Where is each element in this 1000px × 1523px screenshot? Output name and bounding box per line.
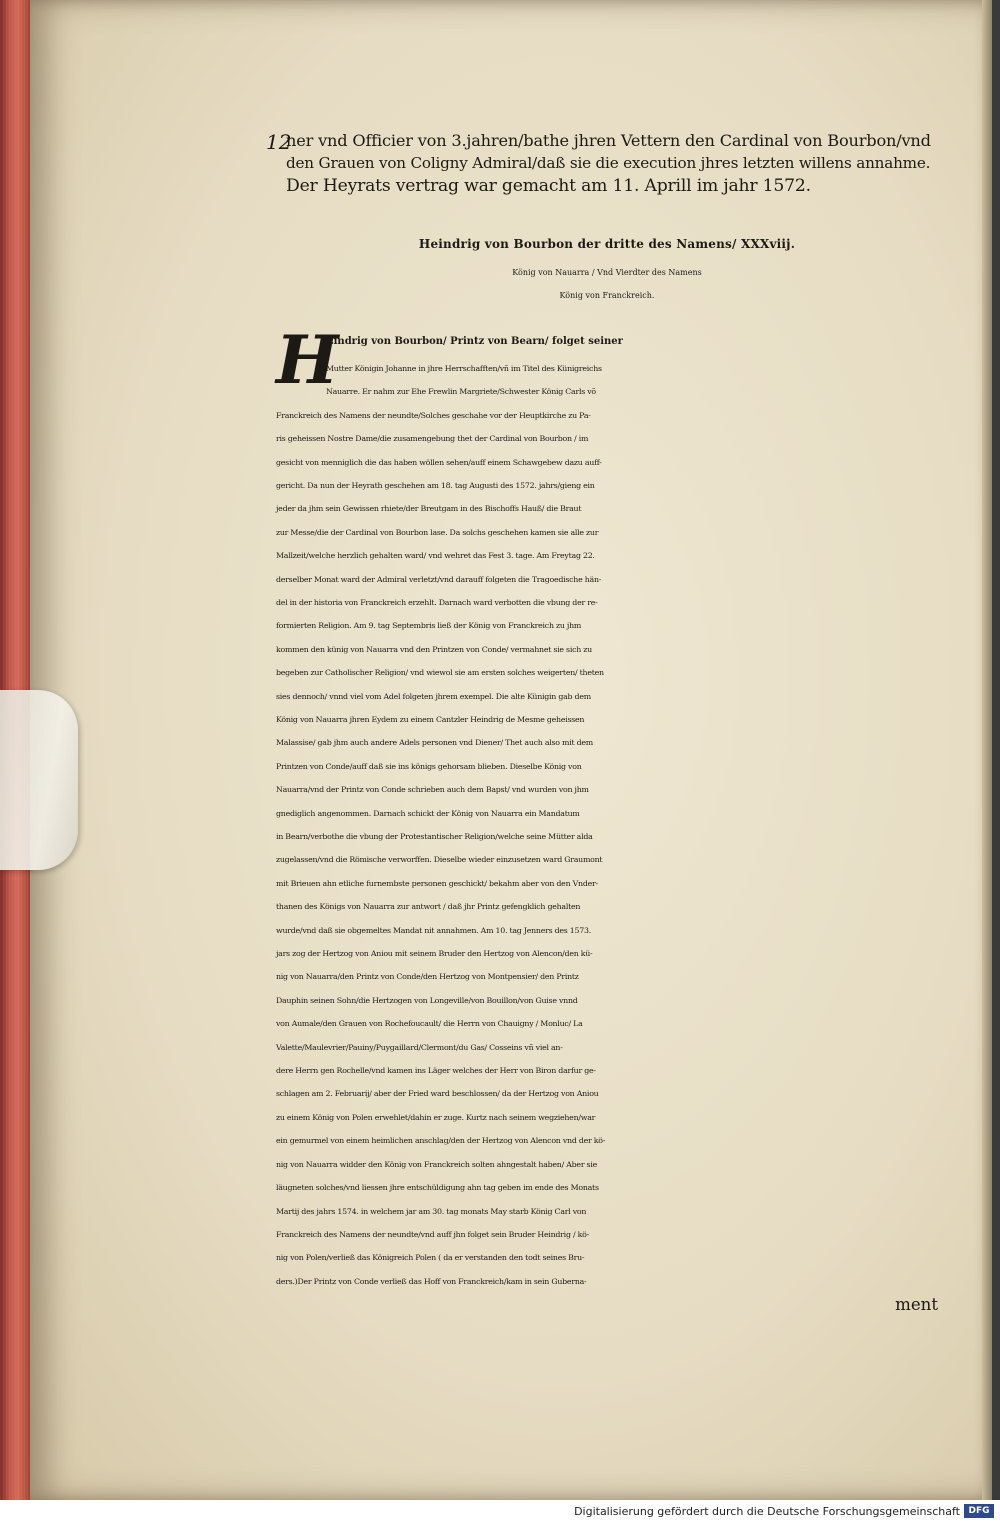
catchword: ment xyxy=(895,1295,938,1315)
body-line: Malassise/ gab jhm auch andere Adels personen vnd Diener/ Thet auch also mit dem xyxy=(276,738,593,748)
body-line: König von Nauarra jhren Eydem zu einem Cantzler Heindrig de Mesme geheissen xyxy=(276,714,585,724)
body-line: ris geheissen Nostre Dame/die zusamengebung thet der Cardinal von Bourbon / im xyxy=(276,434,589,444)
body-line: Franckreich des Namens der neundte/Solches geschahe vor der Heuptkirche zu Pa- xyxy=(276,410,591,420)
footer-bar xyxy=(0,1500,1000,1523)
body-line: nig von Nauarra/den Printz von Conde/den Hertzog von Montpensier/ den Printz xyxy=(276,972,579,982)
body-line: gesicht von menniglich die das haben wöllen sehen/auff einem Schawgebew dazu auff- xyxy=(276,457,602,467)
bookmark-tab xyxy=(0,690,78,870)
dfg-logo: DFG xyxy=(964,1504,994,1518)
body-line: zu einem König von Polen erwehlet/dahin er zuge. Kurtz nach seinem wegziehen/war xyxy=(276,1112,596,1122)
intro-line: ner vnd Officier von 3.jahren/bathe jhren Vettern den Cardinal von Bourbon/vnd xyxy=(286,131,931,150)
body-line: Franckreich des Namens der neundte/vnd auff jhn folget sein Bruder Heindrig / kö- xyxy=(276,1229,589,1239)
footer-credit: Digitalisierung gefördert durch die Deutsche Forschungsgemeinschaft xyxy=(574,1505,960,1518)
body-line: Mutter Königin Johanne in jhre Herrschafften/vñ im Titel des Künigreichs xyxy=(326,363,602,373)
body-line: nig von Nauarra widder den König von Franckreich solten ahngestalt haben/ Aber sie xyxy=(276,1159,597,1169)
body-line: schlagen am 2. Februarij/ aber der Fried ward beschlossen/ da der Hertzog von Aniou xyxy=(276,1089,599,1099)
body-line: zur Messe/die der Cardinal von Bourbon lase. Da solchs geschehen kamen sie alle zur xyxy=(276,527,599,537)
page-number: 12 xyxy=(266,130,292,154)
body-line: thanen des Königs von Nauarra zur antwort / daß jhr Printz gefengklich gehalten xyxy=(276,902,581,912)
body-line: dere Herrn gen Rochelle/vnd kamen ins Läger welches der Herr von Biron darfur ge- xyxy=(276,1066,596,1076)
heading-subtitle: König von Nauarra / Vnd Vierdter des Namens xyxy=(512,267,702,277)
drop-cap: H xyxy=(276,320,339,399)
body-line: Printzen von Conde/auff daß sie ins königs gehorsam blieben. Dieselbe König von xyxy=(276,761,582,771)
body-line: gericht. Da nun der Heyrath geschehen am 18. tag Augusti des 1572. jahrs/gieng ein xyxy=(276,480,595,490)
body-line: begeben zur Catholischer Religion/ vnd wiewol sie am ersten solches weigerten/ theten xyxy=(276,668,604,678)
intro-line: Der Heyrats vertrag war gemacht am 11. Aprill im jahr 1572. xyxy=(286,175,811,196)
body-line: Valette/Maulevrier/Pauiny/Puygaillard/Clermont/du Gas/ Cosseins vñ viel an- xyxy=(276,1042,563,1052)
body-line: Nauarra/vnd der Printz von Conde schrieben auch dem Bapst/ vnd wurden von jhm xyxy=(276,785,589,795)
body-lines xyxy=(276,357,938,1293)
heading-subtitle: König von Franckreich. xyxy=(559,290,655,300)
body-line: in Bearn/verbothe die vbung der Protestantischer Religion/welche seine Mütter alda xyxy=(276,832,593,842)
body-line: zugelassen/vnd die Römische verworffen. Dieselbe wieder einzusetzen ward Graumont xyxy=(276,855,603,865)
body-line: gnediglich angenommen. Darnach schickt der König von Nauarra ein Mandatum xyxy=(276,808,580,818)
body-line: wurde/vnd daß sie obgemeltes Mandat nit annahmen. Am 10. tag Jenners des 1573. xyxy=(276,925,592,935)
body-line: mit Brieuen ahn etliche furnembste personen geschickt/ bekahm aber von den Vnder- xyxy=(276,878,598,888)
body-line: ders.)Der Printz von Conde verließ das Hoff von Franckreich/kam in sein Guberna- xyxy=(276,1276,587,1286)
heading-title: Heindrig von Bourbon der dritte des Namens/ XXXviij. xyxy=(418,236,796,251)
body-line: Dauphin seinen Sohn/die Hertzogen von Longeville/von Bouillon/von Guise vnnd xyxy=(276,995,578,1005)
intro-paragraph xyxy=(276,130,938,197)
body-line: jars zog der Hertzog von Aniou mit seinem Bruder den Hertzog von Alencon/den kü- xyxy=(276,949,593,959)
body-line: Mallzeit/welche herzlich gehalten ward/ vnd wehret das Fest 3. tage. Am Freytag 22. xyxy=(276,551,595,561)
body-line: nig von Polen/verließ das Königreich Polen ( da er verstanden den todt seines Bru- xyxy=(276,1253,585,1263)
body-line: Nauarre. Er nahm zur Ehe Frewlin Margriete/Schwester König Carls võ xyxy=(326,387,596,397)
body-first-line: Eindrig von Bourbon/ Printz von Bearn/ folget seiner xyxy=(326,335,623,347)
body-paragraph xyxy=(276,320,938,1316)
body-line: Martij des jahrs 1574. in welchem jar am 30. tag monats May starb König Carl von xyxy=(276,1206,587,1216)
page-text xyxy=(276,130,938,1316)
body-line: sies dennoch/ vnnd viel vom Adel folgeten jhrem exempel. Die alte Künigin gab dem xyxy=(276,691,591,701)
body-line: derselber Monat ward der Admiral verletzt/vnd darauff folgeten die Tragoedische hän- xyxy=(276,574,602,584)
body-line: del in der historia von Franckreich erzehlt. Darnach ward verbotten die vbung der re- xyxy=(276,597,598,607)
body-line: von Aumale/den Grauen von Rochefoucault/ die Herrn von Chauigny / Monluc/ La xyxy=(276,1019,583,1029)
body-line: ein gemurmel von einem heimlichen anschlag/den der Hertzog von Alencon vnd der kö- xyxy=(276,1136,606,1146)
body-line: jeder da jhm sein Gewissen rhiete/der Breutgam in des Bischoffs Hauß/ die Braut xyxy=(276,504,582,514)
body-line: kommen den künig von Nauarra vnd den Printzen von Conde/ vermahnet sie sich zu xyxy=(276,644,592,654)
body-line: formierten Religion. Am 9. tag Septembris ließ der König von Franckreich zu jhm xyxy=(276,621,582,631)
paper-right-edge xyxy=(982,0,992,1500)
body-line: läugneten solches/vnd liessen jhre entschüldigung ahn tag geben im ende des Monats xyxy=(276,1183,599,1193)
chapter-heading xyxy=(276,227,938,307)
intro-line: den Grauen von Coligny Admiral/daß sie die execution jhres letzten willens annahme. xyxy=(286,154,931,173)
